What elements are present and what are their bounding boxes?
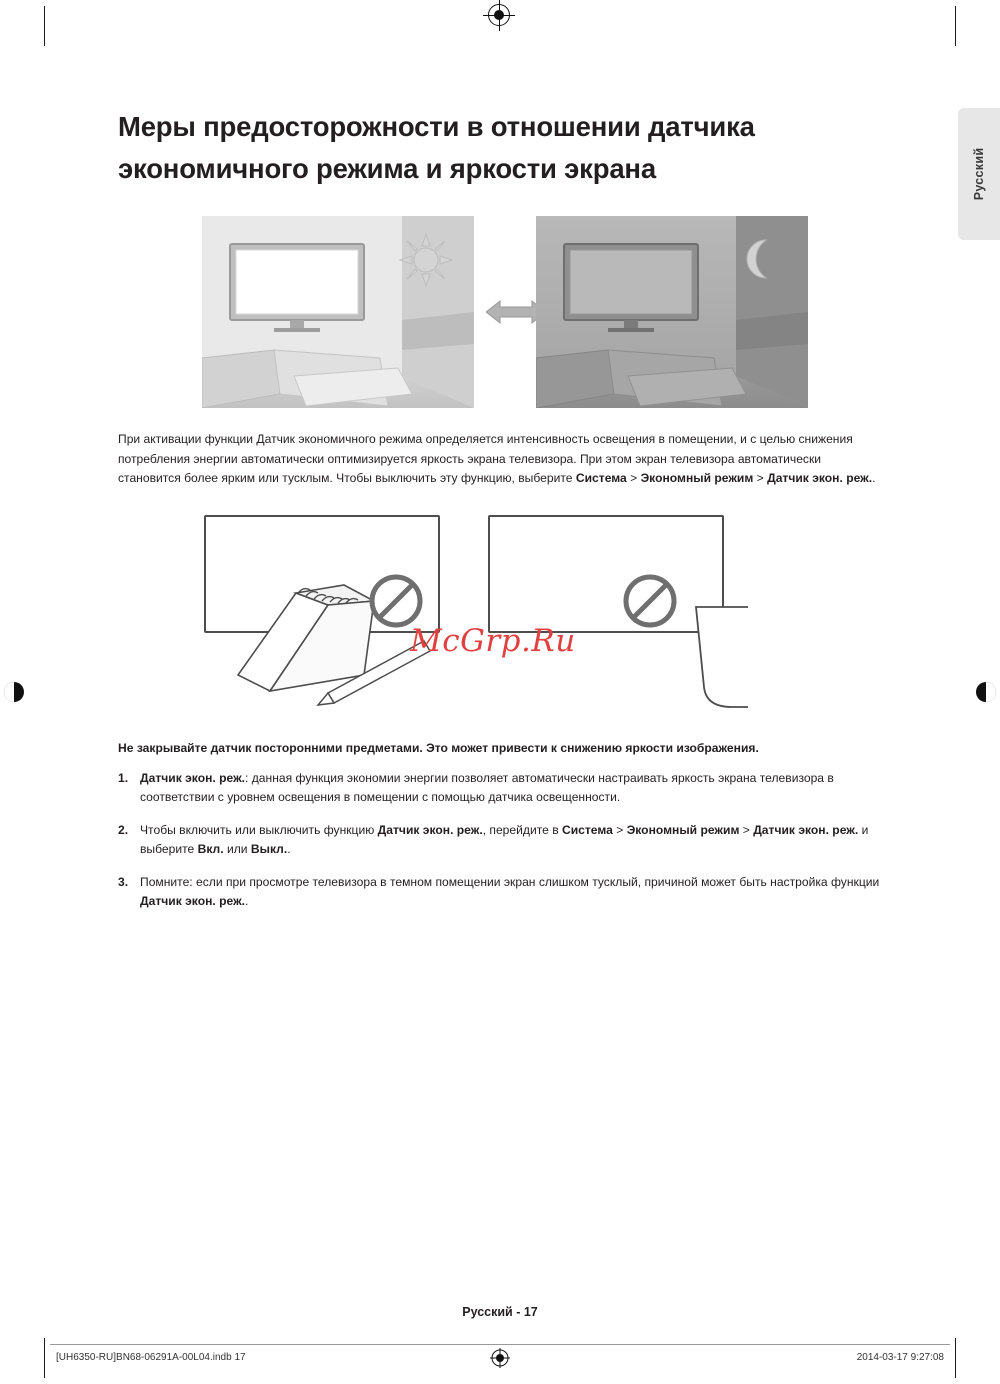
- language-tab-label: Русский: [972, 147, 986, 201]
- prohibition-icon: [626, 577, 674, 625]
- moon-icon: [734, 236, 780, 282]
- registration-target-bottom: [490, 1348, 510, 1373]
- intro-bold-system: Система: [575, 471, 627, 485]
- step2-b3: Экономный режим: [626, 822, 740, 837]
- registration-mark-left: [4, 682, 24, 702]
- list-item: [118, 873, 882, 912]
- step2-t7: .: [287, 842, 291, 857]
- step2-b1: Датчик экон. реж.: [377, 822, 483, 837]
- warning-text: Не закрывайте датчик посторонними предметами. Это может привести к снижению яркости изображения.: [118, 740, 759, 755]
- intro-bold-eco: Экономный режим: [640, 471, 754, 485]
- crop-mark-bottom-right: [955, 1338, 956, 1378]
- step3-t1: Помните: если при просмотре телевизора в темном помещении экран слишком тусклый, причиной может быть настройка функции: [140, 874, 880, 889]
- step-number: 3.: [118, 874, 129, 889]
- intro-sep-1: >: [626, 471, 641, 485]
- step2-t3: >: [612, 822, 627, 837]
- crop-mark-bottom-left: [44, 1338, 45, 1378]
- registration-mark-right: [976, 682, 996, 702]
- crop-mark-top-left: [44, 6, 45, 46]
- list-item: [118, 821, 882, 860]
- figure-room-night: [536, 216, 808, 408]
- intro-tail: .: [872, 471, 876, 485]
- crop-mark-top-right: [955, 6, 956, 46]
- step2-b6: Выкл.: [250, 842, 288, 857]
- step3-b1: Датчик экон. реж.: [140, 894, 246, 909]
- step1-bold-lead: Датчик экон. реж.: [140, 770, 246, 785]
- watermark: McGrp.Ru: [410, 622, 576, 659]
- step2-t2: , перейдите в: [482, 822, 562, 837]
- footer-divider: [50, 1344, 950, 1345]
- step2-t5: и выберите: [140, 822, 869, 857]
- figure-do-not-block: [118, 515, 882, 725]
- step2-b4: Датчик экон. реж.: [753, 822, 859, 837]
- step2-t6: или: [223, 842, 251, 857]
- page-title: Меры предосторожности в отношении датчика экономичного режима и яркости экрана: [118, 111, 755, 184]
- step2-b5: Вкл.: [197, 842, 224, 857]
- mug-illustration: [448, 515, 748, 725]
- language-tab: [958, 108, 1000, 240]
- step1-text: : данная функция экономии энергии позволяет автоматически настраивать яркость экрана телевизора в соответствии с уровнем освещения в помещении с помощью датчика освещенности.: [140, 770, 834, 805]
- figure-day-night: [118, 216, 882, 408]
- step2-t1: Чтобы включить или выключить функцию: [140, 822, 378, 837]
- steps-list: [118, 769, 882, 912]
- list-item: [118, 769, 882, 808]
- page-content: [118, 0, 882, 925]
- step-number: 1.: [118, 770, 129, 785]
- page-number: Русский - 17: [462, 1305, 538, 1319]
- figure-room-day: [202, 216, 474, 408]
- intro-bold-sensor: Датчик экон. реж.: [767, 471, 873, 485]
- sun-icon: [398, 232, 454, 288]
- intro-paragraph: [118, 430, 882, 489]
- step-number: 2.: [118, 822, 129, 837]
- footer-timestamp: 2014-03-17 9:27:08: [856, 1352, 944, 1363]
- step2-b2: Система: [561, 822, 613, 837]
- step3-t2: .: [245, 894, 249, 909]
- intro-text-1: При активации функции Датчик экономичного режима определяется интенсивность освещения в помещении, и с целью снижения потребления энергии автоматически оптимизируется яркость экрана телевизора. При этом экран телевизора автоматически становится более ярким или тусклым. Чтобы выключить эту функцию, выберите: [118, 432, 853, 485]
- step2-t4: >: [739, 822, 754, 837]
- footer-file-info: [UH6350-RU]BN68-06291A-00L04.indb 17: [56, 1352, 246, 1363]
- notebook-pencil-illustration: [178, 515, 478, 725]
- intro-sep-2: >: [753, 471, 768, 485]
- prohibition-icon: [372, 577, 420, 625]
